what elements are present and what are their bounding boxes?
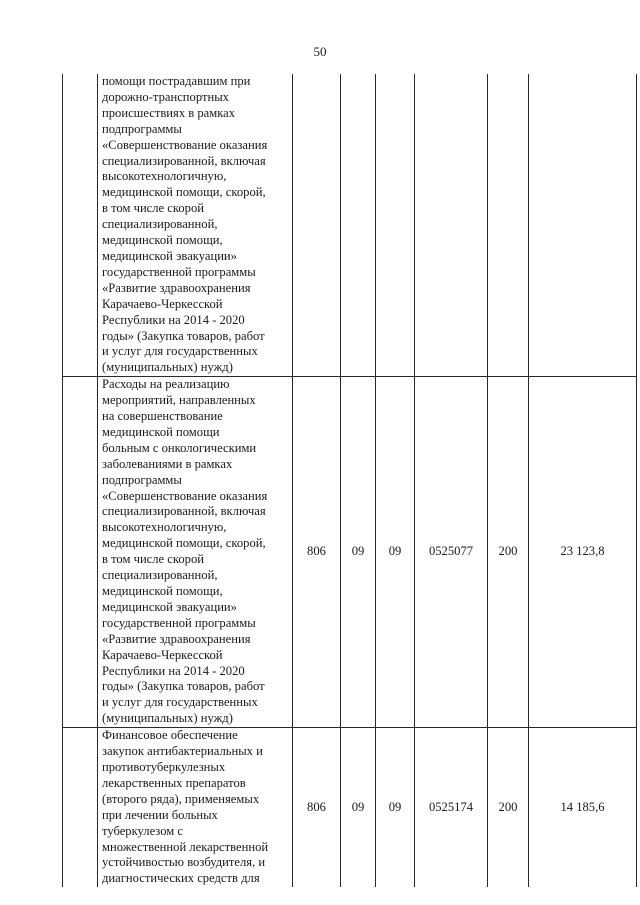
- budget-table: [62, 74, 637, 887]
- ministry-code-cell: [293, 74, 341, 377]
- ministry-code-cell: 806: [293, 377, 341, 728]
- expense-type-cell: 200: [488, 728, 529, 888]
- subsection-code-cell: 09: [376, 728, 415, 888]
- table-row: [63, 74, 637, 377]
- description-text: Расходы на реализацию мероприятий, направленных на совершенствование медицинской помощи больным с онкологическими заболеваниями в рамках подпрограммы «Совершенствование оказания специализированной, включая высокотехнологичную, медицинской помощи, скорой, в том числе скорой специализированной, медицинской помощи, медицинской эвакуации» государственной программы «Развитие здравоохранения Карачаево-Черкесской Республики на 2014 - 2020 годы» (Закупка товаров, работ и услуг для государственных (муниципальных) нужд): [102, 377, 268, 726]
- table-row: [63, 728, 637, 888]
- description-text: Финансовое обеспечение закупок антибактериальных и противотуберкулезных лекарственных препаратов (второго ряда), применяемых при лечении больных туберкулезом с множественной лекарственной устойчивостью возбудителя, и диагностических средств для: [102, 728, 269, 886]
- section-code-cell: 09: [341, 728, 376, 888]
- subsection-code-cell: [376, 74, 415, 377]
- row-number-cell: [63, 377, 98, 728]
- expense-type-cell: [488, 74, 529, 377]
- section-code-cell: [341, 74, 376, 377]
- ministry-code-cell: 806: [293, 728, 341, 888]
- description-text: помощи пострадавшим при дорожно-транспортных происшествиях в рамках подпрограммы «Совершенствование оказания специализированной, включая высокотехнологичную, медицинской помощи, скорой, в том числе скорой специализированной, медицинской помощи, медицинской эвакуации» государственной программы «Развитие здравоохранения Карачаево-Черкесской Республики на 2014 - 2020 годы» (Закупка товаров, работ и услуг для государственных (муниципальных) нужд): [102, 74, 268, 375]
- amount-cell: 23 123,8: [529, 377, 637, 728]
- table-row: [63, 377, 637, 728]
- target-article-cell: 0525077: [415, 377, 488, 728]
- description-cell: [98, 74, 293, 377]
- description-cell: [98, 728, 293, 888]
- page-number: 50: [313, 44, 327, 59]
- amount-cell: 14 185,6: [529, 728, 637, 888]
- amount-cell: [529, 74, 637, 377]
- section-code-cell: 09: [341, 377, 376, 728]
- subsection-code-cell: 09: [376, 377, 415, 728]
- description-cell: [98, 377, 293, 728]
- target-article-cell: 0525174: [415, 728, 488, 888]
- row-number-cell: [63, 728, 98, 888]
- target-article-cell: [415, 74, 488, 377]
- expense-type-cell: 200: [488, 377, 529, 728]
- row-number-cell: [63, 74, 98, 377]
